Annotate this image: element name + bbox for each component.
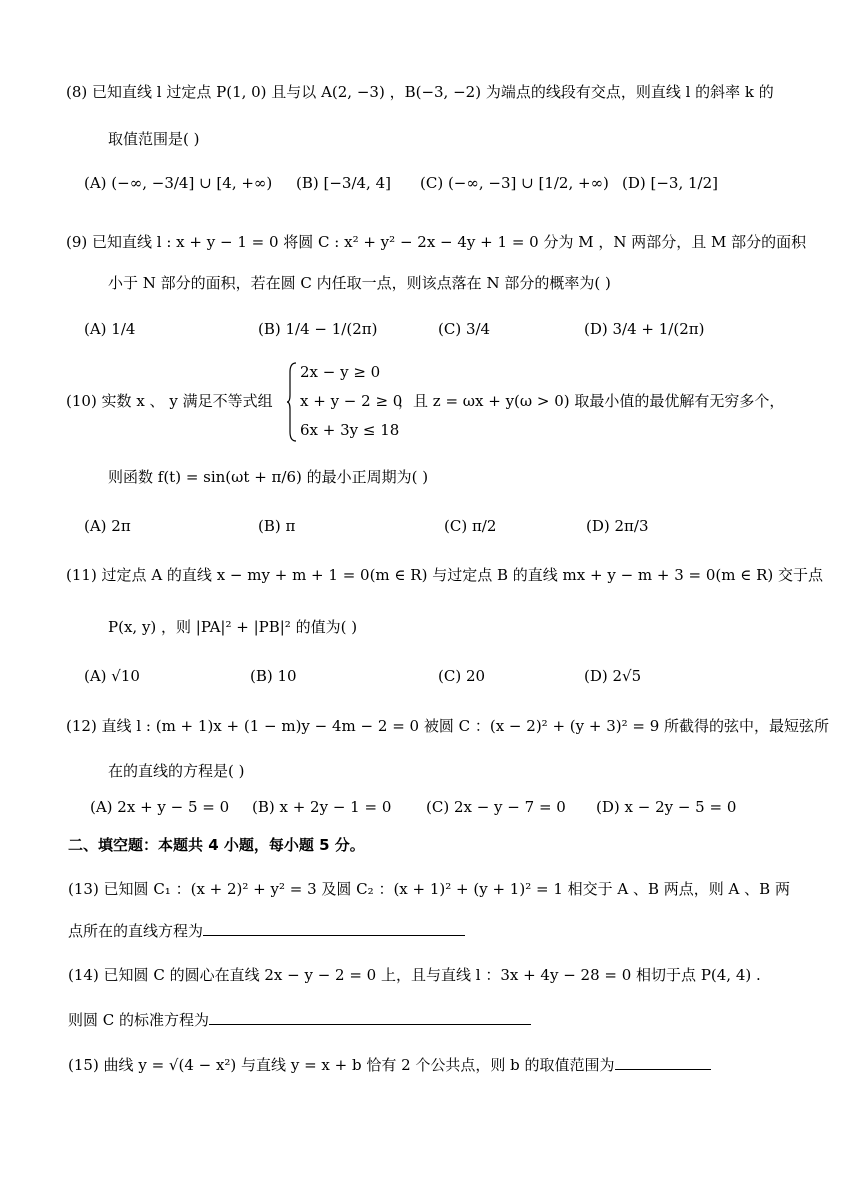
question-8-option-d: (D) [−3, 1/2] — [622, 174, 718, 192]
question-11-option-b: (B) 10 — [250, 667, 297, 685]
question-15-label: (15) 曲线 y = √(4 − x²) 与直线 y = x + b 恰有 2 个公共点，则 b 的取值范围为 — [68, 1056, 615, 1074]
question-12-option-a: (A) 2x + y − 5 = 0 — [90, 798, 230, 816]
question-13-label: 点所在的直线方程为 — [68, 922, 204, 940]
question-15-stem — [68, 1056, 711, 1074]
question-8-stem: (8) 已知直线 l 过定点 P(1, 0) 且与以 A(2, −3) ，B(−3, −2) 为端点的线段有交点，则直线 l 的斜率 k 的 — [66, 83, 774, 101]
question-10-option-c: (C) π/2 — [444, 517, 497, 535]
question-12-option-b: (B) x + 2y − 1 = 0 — [252, 798, 392, 816]
question-10-option-a: (A) 2π — [84, 517, 131, 535]
question-9-option-b: (B) 1/4 − 1/(2π) — [258, 320, 378, 338]
inequality-1: 2x − y ≥ 0 — [300, 363, 381, 381]
question-8-stem-cont: 取值范围是( ) — [108, 130, 200, 148]
question-14-label: 则圆 C 的标准方程为 — [68, 1011, 210, 1029]
question-14-stem-cont — [68, 1011, 531, 1029]
question-9-stem-cont: 小于 N 部分的面积，若在圆 C 内任取一点，则该点落在 N 部分的概率为( ) — [108, 274, 611, 292]
question-12-option-d: (D) x − 2y − 5 = 0 — [596, 798, 737, 816]
question-13-stem: (13) 已知圆 C₁ ：(x + 2)² + y² = 3 及圆 C₂ ：(x + 1)² + (y + 1)² = 1 相交于 A 、B 两点，则 A 、B 两 — [68, 880, 790, 898]
question-9-stem: (9) 已知直线 l : x + y − 1 = 0 将圆 C : x² + y² − 2x − 4y + 1 = 0 分为 M ，N 两部分，且 M 部分的面积 — [66, 233, 807, 251]
question-10-stem-cont: 则函数 f(t) = sin(ωt + π/6) 的最小正周期为( ) — [108, 468, 429, 486]
answer-blank-14[interactable] — [209, 1023, 531, 1025]
question-8-option-a: (A) (−∞, −3/4] ∪ [4, +∞) — [84, 174, 273, 192]
question-12-stem-cont: 在的直线的方程是( ) — [108, 762, 245, 780]
question-11-stem: (11) 过定点 A 的直线 x − my + m + 1 = 0(m ∈ R) 与过定点 B 的直线 mx + y − m + 3 = 0(m ∈ R) 交于点 — [66, 566, 824, 584]
answer-blank-13[interactable] — [203, 934, 465, 936]
brace-icon — [287, 362, 297, 442]
question-14-stem: (14) 已知圆 C 的圆心在直线 2x − y − 2 = 0 上，且与直线 l ：3x + 4y − 28 = 0 相切于点 P(4, 4) . — [68, 966, 761, 984]
question-11-option-c: (C) 20 — [438, 667, 486, 685]
question-11-option-d: (D) 2√5 — [584, 667, 642, 685]
question-9-option-c: (C) 3/4 — [438, 320, 491, 338]
question-11-stem-cont: P(x, y) ，则 |PA|² + |PB|² 的值为( ) — [108, 618, 358, 636]
question-8-option-b: (B) [−3/4, 4] — [296, 174, 391, 192]
question-12-option-c: (C) 2x − y − 7 = 0 — [426, 798, 566, 816]
answer-blank-15[interactable] — [615, 1068, 711, 1070]
question-9-option-d: (D) 3/4 + 1/(2π) — [584, 320, 705, 338]
question-11-option-a: (A) √10 — [84, 667, 140, 685]
question-10-prefix: (10) 实数 x 、 y 满足不等式组 — [66, 392, 273, 410]
inequality-2: x + y − 2 ≥ 0 — [300, 392, 403, 410]
question-10-option-d: (D) 2π/3 — [586, 517, 649, 535]
question-12-stem: (12) 直线 l : (m + 1)x + (1 − m)y − 4m − 2 = 0 被圆 C ：(x − 2)² + (y + 3)² = 9 所截得的弦中，最短弦所 — [66, 717, 830, 735]
question-10-suffix: ，且 z = ωx + y(ω > 0) 取最小值的最优解有无穷多个， — [398, 392, 785, 410]
section-heading: 二、填空题：本题共 4 小题，每小题 5 分。 — [68, 836, 365, 854]
question-9-option-a: (A) 1/4 — [84, 320, 136, 338]
question-8-option-c: (C) (−∞, −3] ∪ [1/2, +∞) — [420, 174, 609, 192]
question-13-stem-cont — [68, 922, 465, 940]
inequality-3: 6x + 3y ≤ 18 — [300, 421, 400, 439]
question-10-option-b: (B) π — [258, 517, 296, 535]
